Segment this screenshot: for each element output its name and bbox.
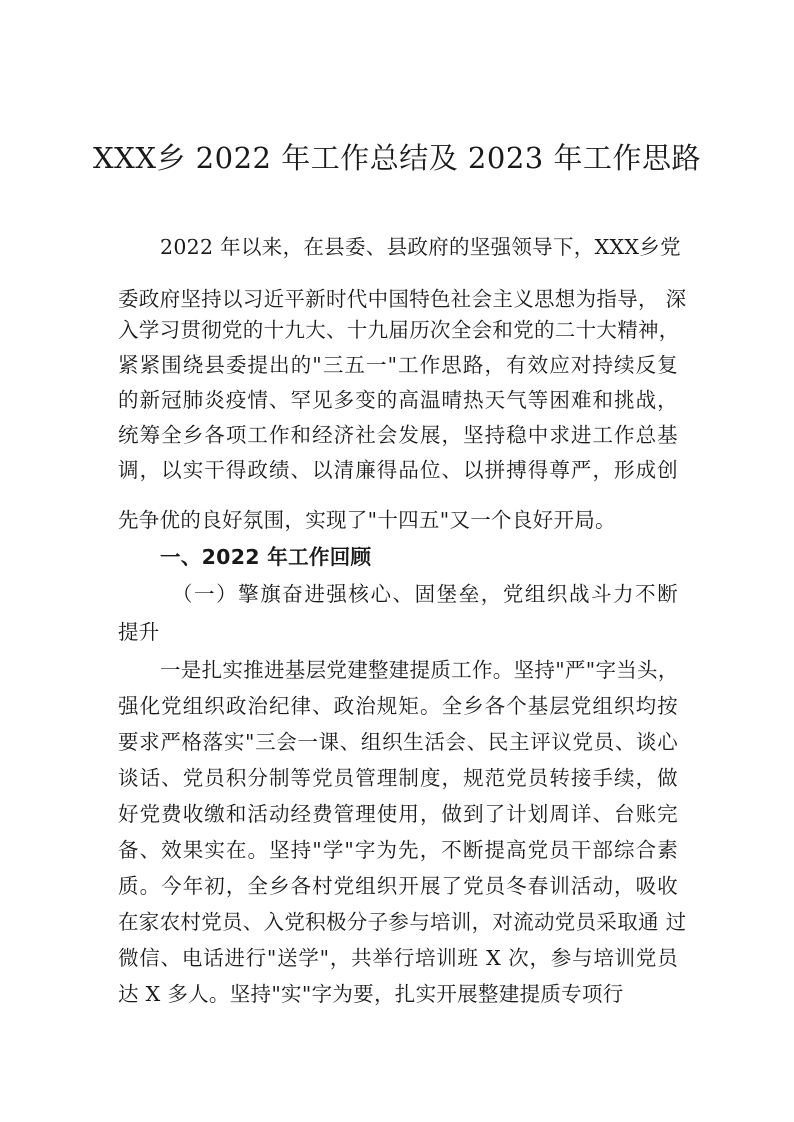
paragraph-line: 微信、电话进行"送学"，共举行培训班 X 次，参与培训党员 [118, 946, 678, 970]
paragraph-line: 在家农村党员、入党积极分子参与培训，对流动党员采取通 过 [118, 910, 687, 934]
subsection-heading-continued: 提升 [118, 620, 160, 644]
paragraph-line: 2022 年以来，在县委、县政府的坚强领导下，XXX乡党 [160, 235, 681, 259]
paragraph-line: 一是扎实推进基层党建整建提质工作。坚持"严"字当头， [160, 658, 679, 682]
paragraph-line: 先争优的良好氛围，实现了"十四五"又一个良好开局。 [118, 508, 616, 532]
paragraph-line: 质。今年初，全乡各村党组织开展了党员冬春训活动，吸收 [118, 874, 678, 898]
paragraph-line: 好党费收缴和活动经费管理使用，做到了计划周详、台账完 [118, 802, 678, 826]
document-title: XXX乡 2022 年工作总结及 2023 年工作思路 [93, 141, 701, 175]
subsection-heading: （一）擎旗奋进强核心、固堡垒，党组织战斗力不断 [172, 582, 678, 606]
paragraph-line: 达 X 多人。坚持"实"字为要，扎实开展整建提质专项行 [118, 982, 624, 1006]
paragraph-line: 调，以实干得政绩、以清廉得品位、以拼搏得尊严，形成创 [118, 458, 678, 482]
paragraph-line: 统筹全乡各项工作和经济社会发展，坚持稳中求进工作总基 [118, 423, 678, 447]
paragraph-line: 谈话、党员积分制等党员管理制度，规范党员转接手续，做 [118, 766, 678, 790]
paragraph-line: 委政府坚持以习近平新时代中国特色社会主义思想为指导， 深 [118, 287, 687, 311]
paragraph-line: 备、效果实在。坚持"学"字为先，不断提高党员干部综合素 [118, 838, 678, 862]
paragraph-line: 要求严格落实"三会一课、组织生活会、民主评议党员、谈心 [118, 730, 678, 754]
paragraph-line: 的新冠肺炎疫情、罕见多变的高温晴热天气等困难和挑战， [118, 388, 678, 412]
paragraph-line: 入学习贯彻党的十九大、十九届历次全会和党的二十大精神， [118, 318, 680, 342]
section-heading: 一、2022 年工作回顾 [160, 545, 372, 569]
paragraph-line: 紧紧围绕县委提出的"三五一"工作思路，有效应对持续反复 [118, 353, 678, 377]
paragraph-line: 强化党组织政治纪律、政治规矩。全乡各个基层党组织均按 [118, 694, 678, 718]
